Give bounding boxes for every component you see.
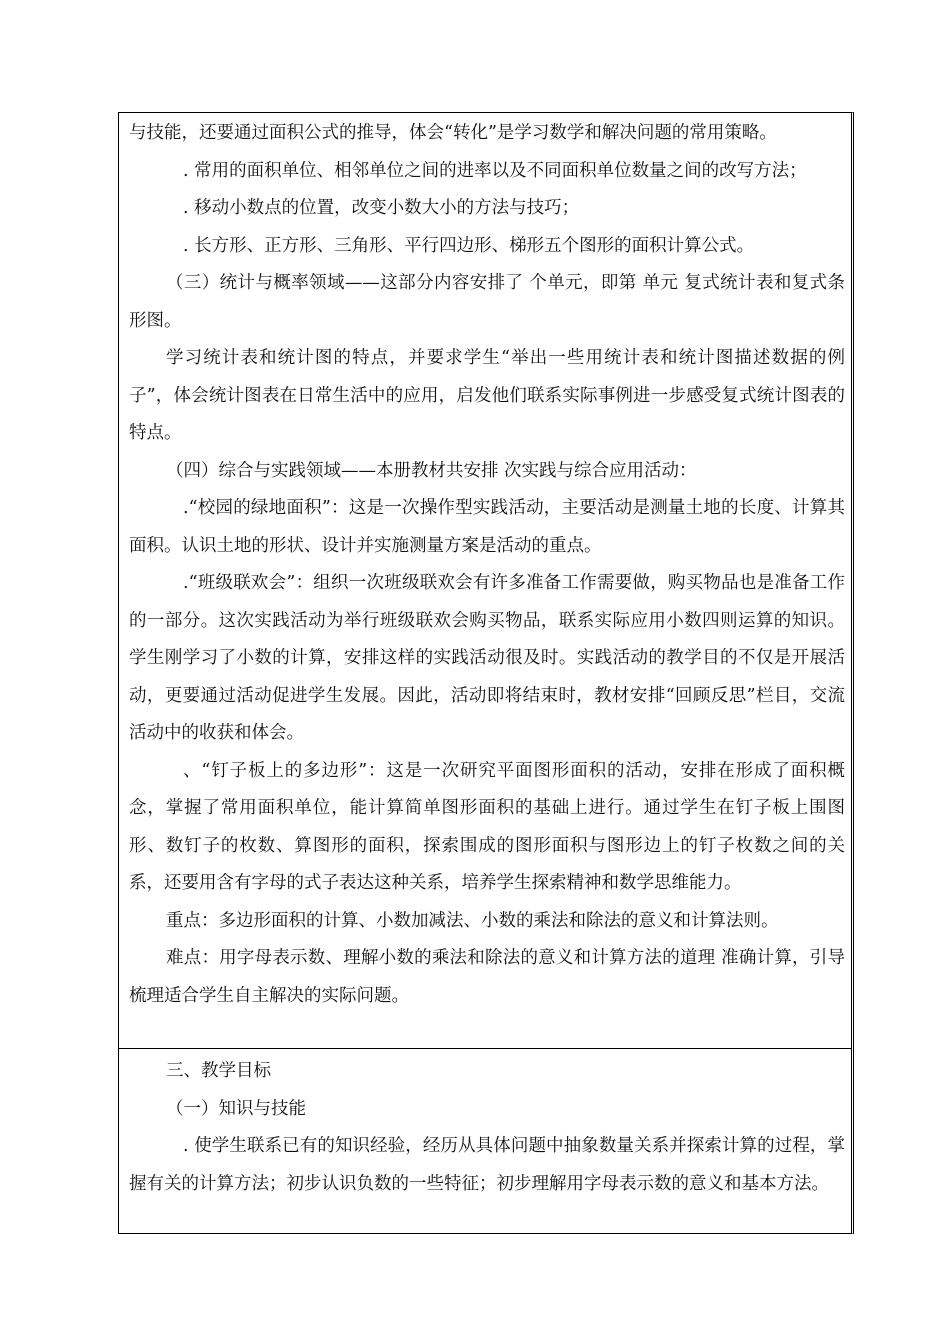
section-heading: 三、教学目标 — [166, 1061, 271, 1081]
paragraph: .“校园的绿地面积”：这是一次操作型实践活动，主要活动是测量土地的长度、计算其面积。认识土地的形状、设计并实施测量方案是活动的重点。 — [129, 498, 845, 556]
row-divider — [119, 1048, 851, 1049]
subsection-heading: （一）知识与技能 — [166, 1098, 306, 1119]
content-table — [118, 112, 854, 1234]
paragraph: 重点：多边形面积的计算、小数加减法、小数的乘法和除法的意义和计算法则。 — [166, 910, 779, 931]
paragraph: . 长方形、正方形、三角形、平行四边形、梯形五个图形的面积计算公式。 — [183, 235, 755, 256]
paragraph: 学习统计表和统计图的特点，并要求学生“举出一些用统计表和统计图描述数据的例子”，体会统计图表在日常生活中的应用，启发他们联系实际事例进一步感受复式统计图表的特点。 — [129, 348, 845, 443]
paragraph: .“班级联欢会”：组织一次班级联欢会有许多准备工作需要做，购买物品也是准备工作的一部分。这次实践活动为举行班级联欢会购买物品，联系实际应用小数四则运算的知识。学生刚学习了小数的计算，安排这样的实践活动很及时。实践活动的教学目的不仅是开展活动，更要通过活动促进学生发展。因此，活动即将结束时，教材安排“回顾反思”栏目，交流活动中的收获和体会。 — [129, 573, 845, 743]
table-cell-content — [129, 115, 845, 1015]
paragraph: （四）综合与实践领域——本册教材共安排 次实践与综合应用活动： — [166, 460, 697, 481]
paragraph: . 使学生联系已有的知识经验，经历从具体问题中抽象数量关系并探索计算的过程，掌握有关的计算方法；初步认识负数的一些特征；初步理解用字母表示数的意义和基本方法。 — [129, 1136, 845, 1194]
paragraph: . 移动小数点的位置，改变小数大小的方法与技巧； — [183, 198, 580, 218]
paragraph: . 常用的面积单位、相邻单位之间的进率以及不同面积单位数量之间的改写方法； — [183, 160, 807, 181]
table-cell-objectives — [129, 1053, 845, 1203]
paragraph: （三）统计与概率领域——这部分内容安排了 个单元，即第 单元 复式统计表和复式条形图。 — [129, 273, 845, 331]
paragraph: 与技能，还要通过面积公式的推导，体会“转化”是学习数学和解决问题的常用策略。 — [129, 123, 777, 143]
paragraph: 、“钉子板上的多边形”：这是一次研究平面图形面积的活动，安排在形成了面积概念，掌握了常用面积单位，能计算简单图形面积的基础上进行。通过学生在钉子板上围图形、数钉子的枚数、算图形的面积，探索围成的图形面积与图形边上的钉子枚数之间的关系，还要用含有字母的式子表达这种关系，培养学生探索精神和数学思维能力。 — [129, 760, 845, 893]
paragraph: 难点：用字母表示数、理解小数的乘法和除法的意义和计算方法的道理 准确计算，引导梳理适合学生自主解决的实际问题。 — [129, 948, 845, 1006]
